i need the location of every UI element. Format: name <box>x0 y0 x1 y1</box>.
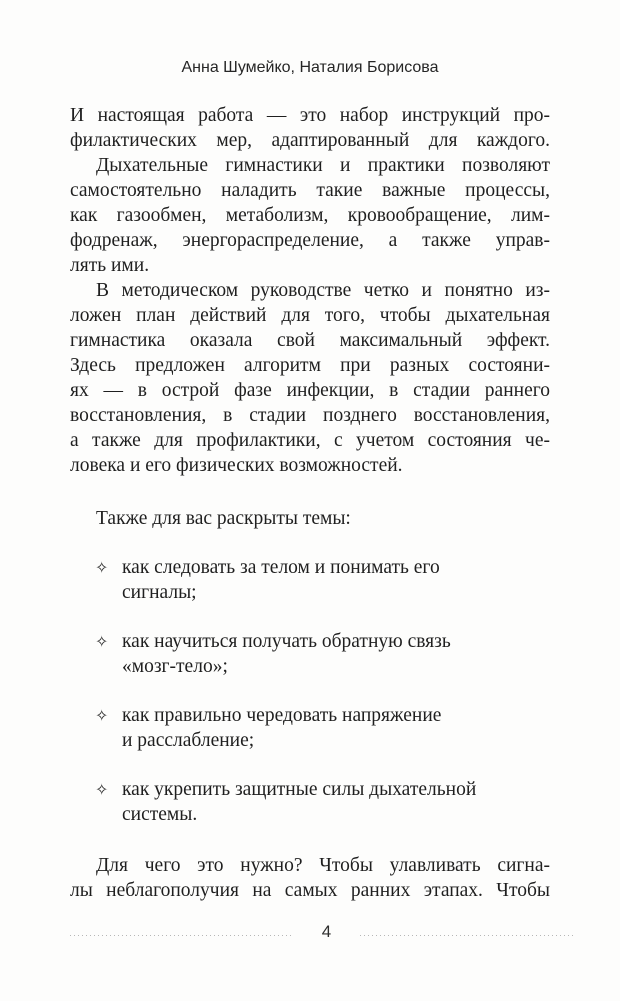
list-item-text <box>122 703 550 753</box>
text-line: ложен план действий для того, чтобы дыхательная <box>70 305 550 326</box>
text-line: Дыхательные гимнастики и практики позволяют <box>96 155 550 176</box>
list-intro-label: Также для вас раскрыты темы: <box>96 508 351 529</box>
four-pointed-star-icon: ✧ <box>95 780 109 799</box>
text-line: И настоящая работа — это набор инструкций про- <box>70 105 550 126</box>
text-line: филактических мер, адаптированный для каждого. <box>70 130 550 151</box>
text-line: «мозг-тело»; <box>122 656 228 677</box>
text-line: лять ими. <box>70 255 150 276</box>
text-line: системы. <box>122 804 198 825</box>
text-line: Здесь предложен алгоритм при разных состояни- <box>70 355 550 376</box>
four-pointed-star-icon: ✧ <box>95 632 109 651</box>
text-line: восстановления, в стадии позднего восстановления, <box>70 405 550 426</box>
page-footer <box>70 921 575 943</box>
text-line: как научиться получать обратную связь <box>122 631 451 652</box>
paragraph <box>70 853 550 903</box>
paragraph <box>70 153 550 278</box>
text-line: фодренаж, энергораспределение, а также управ- <box>70 230 550 251</box>
text-line: сигналы; <box>122 582 197 603</box>
text-line: самостоятельно наладить такие важные процессы, <box>70 180 550 201</box>
list-item <box>70 629 550 679</box>
text-line: и расслабление; <box>122 730 255 751</box>
page-number: 4 <box>321 922 332 941</box>
list-item-text <box>122 629 550 679</box>
text-line: гимнастика оказала свой максимальный эффект. <box>70 330 550 351</box>
text-line: как укрепить защитные силы дыхательной <box>122 779 477 800</box>
paragraph <box>70 278 550 478</box>
text-line: как следовать за телом и понимать его <box>122 557 440 578</box>
four-pointed-star-icon: ✧ <box>95 706 109 725</box>
text-line: ловека и его физических возможностей. <box>70 455 403 476</box>
list-item <box>70 777 550 827</box>
list-item <box>70 555 550 605</box>
text-line: как правильно чередовать напряжение <box>122 705 442 726</box>
text-line: лы неблагополучия на самых ранних этапах. Чтобы <box>70 880 550 901</box>
text-line: а также для профилактики, с учетом состояния че- <box>70 430 550 451</box>
text-line: как газообмен, метаболизм, кровообращение, лим- <box>70 205 550 226</box>
footer-dotted-rule-right <box>360 935 575 936</box>
list-item-text <box>122 555 550 605</box>
text-line: Для чего это нужно? Чтобы улавливать сигна- <box>96 855 550 876</box>
text-line: В методическом руководстве четко и понятно из- <box>96 280 550 301</box>
list-item-text <box>122 777 550 827</box>
footer-dotted-rule-left <box>70 935 293 936</box>
text-line: ях — в острой фазе инфекции, в стадии раннего <box>70 380 550 401</box>
page-body <box>70 103 550 903</box>
paragraph <box>70 103 550 153</box>
four-pointed-star-icon: ✧ <box>95 558 109 577</box>
list-item <box>70 703 550 753</box>
running-head-authors: Анна Шумейко, Наталия Борисова <box>181 59 439 76</box>
